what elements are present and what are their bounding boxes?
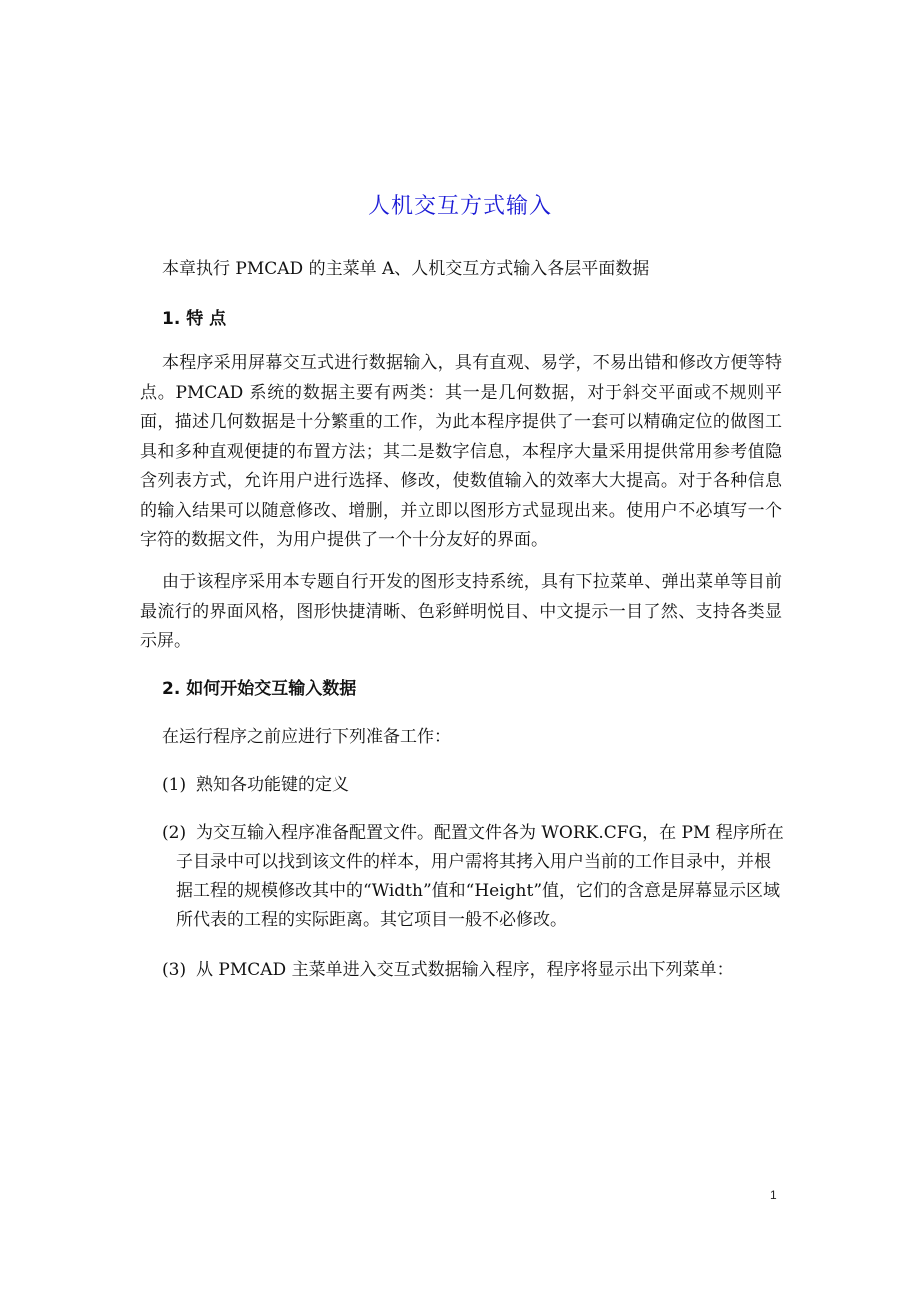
section-heading-features: 1. 特 点 — [162, 309, 227, 329]
list-item-text: 从 PMCAD 主菜单进入交互式数据输入程序，程序将显示出下列菜单： — [196, 960, 734, 980]
features-paragraph-2: 由于该程序采用本专题自行开发的图形支持系统，具有下拉菜单、弹出菜单等目前最流行的界面风格，图形快捷清晰、色彩鲜明悦目、中文提示一目了然、支持各类显示屏。 — [140, 572, 782, 651]
list-item-text: 为交互输入程序准备配置文件。配置文件各为 WORK.CFG，在 PM 程序所在子目录中可以找到该文件的样本，用户需将其拷入用户当前的工作目录中，并根据工程的规模修改其中的“Width”值和“Height”值，它们的含意是屏幕显示区域所代表的工程的实际距离。其它项目一般不必修改。 — [176, 823, 784, 930]
preparation-lead: 在运行程序之前应进行下列准备工作： — [162, 727, 451, 747]
list-item-number: (3) — [162, 960, 187, 980]
page-title: 人机交互方式输入 — [367, 194, 552, 219]
page-number: 1 — [770, 1188, 777, 1202]
list-item-number: (2) — [162, 823, 187, 843]
section-heading-how-to-start: 2. 如何开始交互输入数据 — [162, 679, 357, 699]
intro-text: 本章执行 PMCAD 的主菜单 A、人机交互方式输入各层平面数据 — [162, 259, 650, 279]
list-item-text: 熟知各功能键的定义 — [196, 775, 349, 795]
list-item-number: (1) — [162, 775, 187, 795]
features-paragraph-1: 本程序采用屏幕交互式进行数据输入，具有直观、易学，不易出错和修改方便等特点。PMCAD 系统的数据主要有两类：其一是几何数据，对于斜交平面或不规则平面，描述几何数据是十分繁重的工作，为此本程序提供了一套可以精确定位的做图工具和多种直观便捷的布置方法；其二是数字信息，本程序大量采用提供常用参考值隐含列表方式，允许用户进行选择、修改，使数值输入的效率大大提高。对于各种信息的输入结果可以随意修改、增删，并立即以图形方式显现出来。使用户不必填写一个字符的数据文件，为用户提供了一个十分友好的界面。 — [140, 353, 782, 550]
